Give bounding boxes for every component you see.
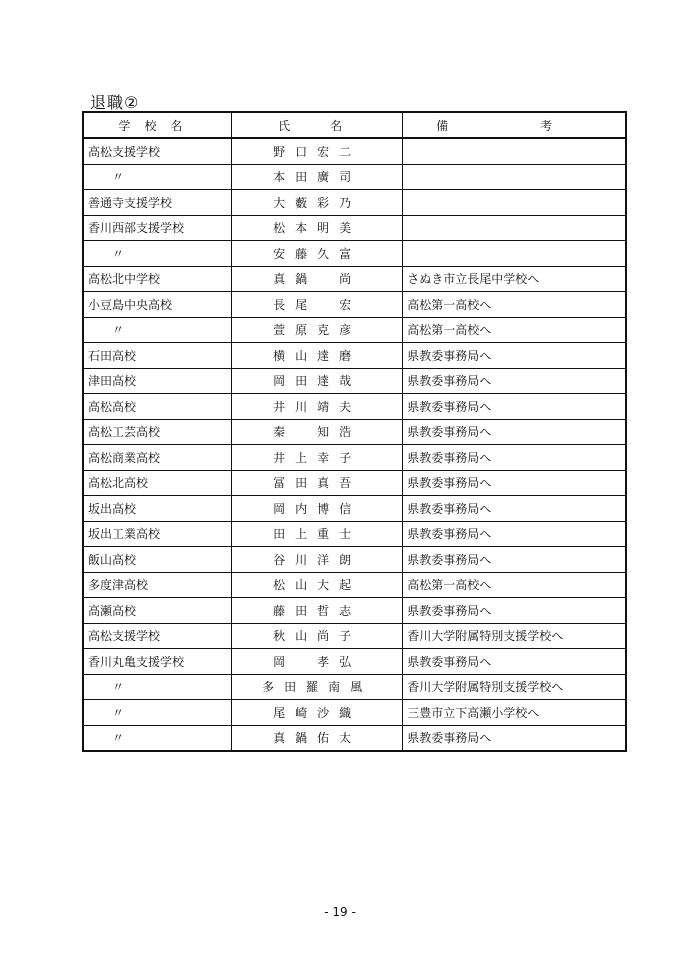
school-cell: 坂出工業高校 <box>83 521 231 547</box>
name-cell: 松本明美 <box>231 215 402 241</box>
table-row <box>83 266 626 292</box>
school-cell: 小豆島中央高校 <box>83 292 231 318</box>
header-name: 氏 名 <box>231 112 402 138</box>
name-cell: 多田羅南風 <box>231 674 402 700</box>
school-cell: 〃 <box>83 317 231 343</box>
school-cell: 石田高校 <box>83 343 231 369</box>
name-cell: 本田廣司 <box>231 164 402 190</box>
school-cell: 〃 <box>83 700 231 726</box>
note-cell: 県教委事務局へ <box>403 445 626 471</box>
table-row <box>83 419 626 445</box>
note-cell: 県教委事務局へ <box>403 343 626 369</box>
school-cell: 〃 <box>83 725 231 751</box>
name-cell: 藤田哲志 <box>231 598 402 624</box>
table-row <box>83 623 626 649</box>
name-cell: 尾崎沙織 <box>231 700 402 726</box>
table-header-row <box>83 112 626 138</box>
page-number: - 19 - <box>324 905 356 919</box>
school-cell: 津田高校 <box>83 368 231 394</box>
name-cell: 松山大起 <box>231 572 402 598</box>
note-cell <box>403 164 626 190</box>
school-cell: 坂出高校 <box>83 496 231 522</box>
table-row <box>83 649 626 675</box>
school-cell: 高松支援学校 <box>83 623 231 649</box>
note-cell: 三豊市立下高瀬小学校へ <box>403 700 626 726</box>
table-row <box>83 598 626 624</box>
note-cell <box>403 138 626 164</box>
note-cell <box>403 241 626 267</box>
table-row <box>83 547 626 573</box>
table-row <box>83 445 626 471</box>
school-cell: 高松商業高校 <box>83 445 231 471</box>
table-row <box>83 164 626 190</box>
school-cell: 高松北高校 <box>83 470 231 496</box>
table-row <box>83 241 626 267</box>
note-cell: 高松第一高校へ <box>403 292 626 318</box>
note-cell: 県教委事務局へ <box>403 649 626 675</box>
name-cell: 野口宏二 <box>231 138 402 164</box>
note-cell <box>403 190 626 216</box>
name-cell: 冨田真吾 <box>231 470 402 496</box>
table-row <box>83 674 626 700</box>
table-row <box>83 138 626 164</box>
name-cell: 井上幸子 <box>231 445 402 471</box>
table-row <box>83 496 626 522</box>
school-cell: 高瀬高校 <box>83 598 231 624</box>
note-cell: 県教委事務局へ <box>403 547 626 573</box>
school-cell: 飯山高校 <box>83 547 231 573</box>
school-cell: 〃 <box>83 241 231 267</box>
table-row <box>83 343 626 369</box>
school-cell: 善通寺支援学校 <box>83 190 231 216</box>
table-row <box>83 394 626 420</box>
table-row <box>83 317 626 343</box>
name-cell: 真鍋 尚 <box>231 266 402 292</box>
table-row <box>83 368 626 394</box>
name-cell: 横山達磨 <box>231 343 402 369</box>
name-cell: 井川靖夫 <box>231 394 402 420</box>
school-cell: 高松工芸高校 <box>83 419 231 445</box>
note-cell <box>403 215 626 241</box>
note-cell: さぬき市立長尾中学校へ <box>403 266 626 292</box>
note-cell: 高松第一高校へ <box>403 317 626 343</box>
note-cell: 県教委事務局へ <box>403 470 626 496</box>
header-school: 学校名 <box>83 112 231 138</box>
note-cell: 県教委事務局へ <box>403 394 626 420</box>
table-row <box>83 190 626 216</box>
name-cell: 岡内博信 <box>231 496 402 522</box>
table-row <box>83 572 626 598</box>
name-cell: 岡田達哉 <box>231 368 402 394</box>
table-row <box>83 292 626 318</box>
note-cell: 県教委事務局へ <box>403 368 626 394</box>
note-cell: 県教委事務局へ <box>403 496 626 522</box>
school-cell: 〃 <box>83 674 231 700</box>
table-row <box>83 700 626 726</box>
retirement-table <box>82 111 627 752</box>
header-note: 備 考 <box>403 112 626 138</box>
name-cell: 秋山尚子 <box>231 623 402 649</box>
note-cell: 香川大学附属特別支援学校へ <box>403 674 626 700</box>
note-cell: 香川大学附属特別支援学校へ <box>403 623 626 649</box>
name-cell: 田上重士 <box>231 521 402 547</box>
name-cell: 秦 知浩 <box>231 419 402 445</box>
school-cell: 香川西部支援学校 <box>83 215 231 241</box>
name-cell: 大藪彩乃 <box>231 190 402 216</box>
note-cell: 県教委事務局へ <box>403 521 626 547</box>
name-cell: 萱原克彦 <box>231 317 402 343</box>
name-cell: 谷川洋朗 <box>231 547 402 573</box>
table-row <box>83 521 626 547</box>
name-cell: 安藤久富 <box>231 241 402 267</box>
note-cell: 県教委事務局へ <box>403 598 626 624</box>
page-title: 退職② <box>90 93 140 112</box>
name-cell: 長尾 宏 <box>231 292 402 318</box>
name-cell: 真鍋佑太 <box>231 725 402 751</box>
school-cell: 香川丸亀支援学校 <box>83 649 231 675</box>
school-cell: 多度津高校 <box>83 572 231 598</box>
school-cell: 高松高校 <box>83 394 231 420</box>
note-cell: 県教委事務局へ <box>403 725 626 751</box>
school-cell: 高松支援学校 <box>83 138 231 164</box>
note-cell: 県教委事務局へ <box>403 419 626 445</box>
table-body <box>83 138 626 751</box>
name-cell: 岡 孝弘 <box>231 649 402 675</box>
table-row <box>83 215 626 241</box>
table-row <box>83 725 626 751</box>
school-cell: 高松北中学校 <box>83 266 231 292</box>
school-cell: 〃 <box>83 164 231 190</box>
note-cell: 高松第一高校へ <box>403 572 626 598</box>
table-row <box>83 470 626 496</box>
